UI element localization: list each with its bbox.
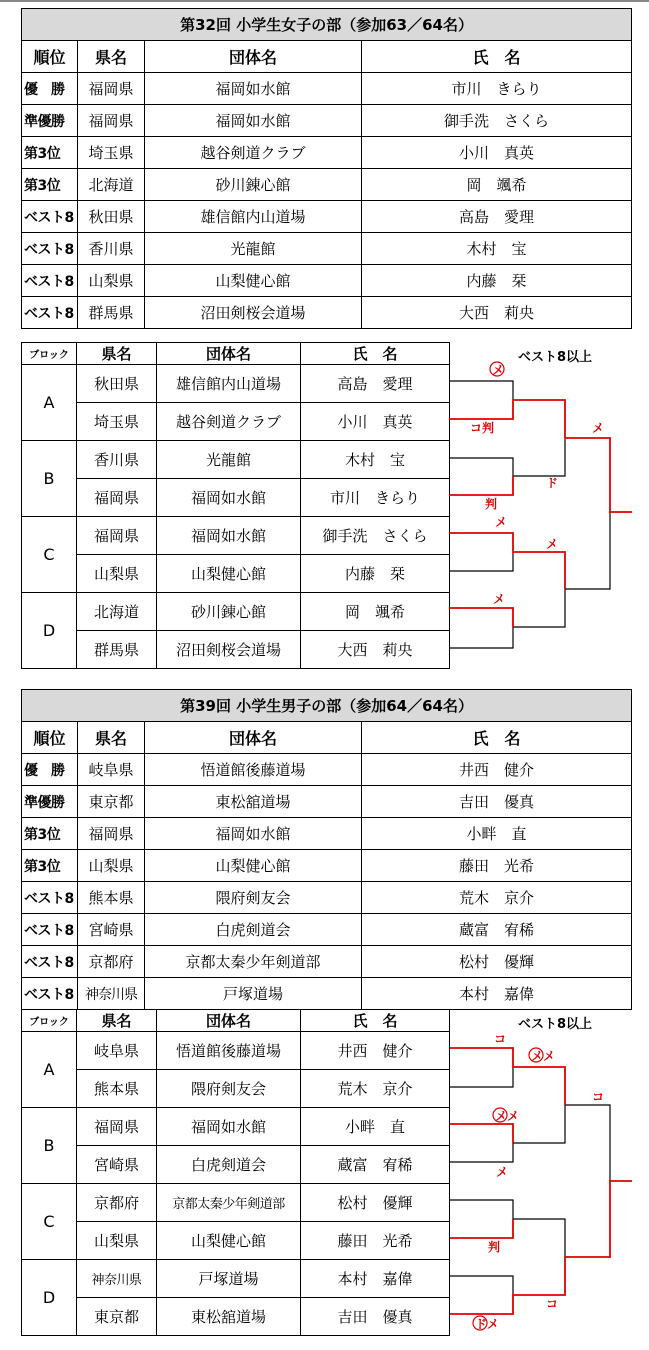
pref-cell: 福岡県 xyxy=(77,479,157,517)
pref-cell: 熊本県 xyxy=(78,882,145,914)
mark-label: メ xyxy=(495,515,508,529)
mark-label: メ xyxy=(592,421,605,435)
pref-cell: 秋田県 xyxy=(78,201,145,233)
team-cell: 京都太秦少年剣道部 xyxy=(157,1184,301,1222)
pref-cell: 福岡県 xyxy=(77,1108,157,1146)
name-cell: 岡 颯希 xyxy=(301,593,450,631)
team-cell: 悟道館後藤道場 xyxy=(157,1032,301,1070)
team-cell: 山梨健心館 xyxy=(157,555,301,593)
pref-cell: 熊本県 xyxy=(77,1070,157,1108)
header-block: ブロック xyxy=(22,1010,77,1032)
pref-cell: 京都府 xyxy=(77,1184,157,1222)
name-cell: 松村 優輝 xyxy=(301,1184,450,1222)
name-cell: 小畔 直 xyxy=(301,1108,450,1146)
table-row xyxy=(22,1070,450,1108)
name-cell: 小川 真英 xyxy=(362,137,632,169)
rank-cell: ベスト8 xyxy=(22,882,78,914)
block-label: A xyxy=(22,365,77,441)
team-cell: 白虎剣道会 xyxy=(157,1146,301,1184)
table-row xyxy=(22,882,632,914)
name-cell: 小川 真英 xyxy=(301,403,450,441)
table-row xyxy=(22,978,632,1010)
block-label: C xyxy=(22,1184,77,1260)
rank-cell: 第3位 xyxy=(22,169,78,201)
rank-cell: ベスト8 xyxy=(22,914,78,946)
block-label: D xyxy=(22,593,77,669)
name-cell: 本村 嘉偉 xyxy=(362,978,632,1010)
pref-cell: 福岡県 xyxy=(78,818,145,850)
header-pref: 県名 xyxy=(77,343,157,365)
pref-cell: 北海道 xyxy=(78,169,145,201)
team-cell: 福岡如水館 xyxy=(157,517,301,555)
header-pref: 県名 xyxy=(77,1010,157,1032)
mark-label: メ xyxy=(496,1165,509,1179)
name-cell: 小畔 直 xyxy=(362,818,632,850)
rank-cell: 第3位 xyxy=(22,137,78,169)
table-row xyxy=(22,786,632,818)
pref-cell: 福岡県 xyxy=(77,517,157,555)
rank-cell: 第3位 xyxy=(22,818,78,850)
block-label: B xyxy=(22,441,77,517)
header-name: 氏 名 xyxy=(301,343,450,365)
pref-cell: 福岡県 xyxy=(78,73,145,105)
table-row xyxy=(22,1222,450,1260)
team-cell: 東松舘道場 xyxy=(145,786,362,818)
team-cell: 福岡如水館 xyxy=(157,1108,301,1146)
rank-cell: 優 勝 xyxy=(22,754,78,786)
pref-cell: 埼玉県 xyxy=(78,137,145,169)
name-cell: 吉田 優真 xyxy=(301,1298,450,1336)
block-label: C xyxy=(22,517,77,593)
header-name: 氏 名 xyxy=(362,722,632,754)
name-cell: 蔵富 宥稀 xyxy=(301,1146,450,1184)
rank-cell: ベスト8 xyxy=(22,978,78,1010)
rank-cell: ベスト8 xyxy=(22,297,78,329)
team-cell: 光龍館 xyxy=(157,441,301,479)
mark-label: 判 xyxy=(488,1240,501,1254)
mark-label: メ xyxy=(492,363,505,377)
name-cell: 市川 きらり xyxy=(301,479,450,517)
pref-cell: 福岡県 xyxy=(78,105,145,137)
team-cell: 福岡如水館 xyxy=(145,818,362,850)
mark-label: ド xyxy=(546,476,559,490)
boys-bracket-win xyxy=(449,1048,632,1314)
header-block: ブロック xyxy=(22,343,77,365)
team-cell: 沼田剣桜会道場 xyxy=(145,297,362,329)
table-row xyxy=(22,1260,450,1298)
header-team: 団体名 xyxy=(157,1010,301,1032)
name-cell: 木村 宝 xyxy=(362,233,632,265)
team-cell: 山梨健心館 xyxy=(157,1222,301,1260)
girls-title: 第32回 小学生女子の部（参加63／64名） xyxy=(22,9,632,41)
team-cell: 沼田剣桜会道場 xyxy=(157,631,301,669)
table-row xyxy=(22,1184,450,1222)
pref-cell: 山梨県 xyxy=(78,850,145,882)
team-cell: 福岡如水館 xyxy=(157,479,301,517)
pref-cell: 群馬県 xyxy=(78,297,145,329)
team-cell: 雄信館内山道場 xyxy=(157,365,301,403)
pref-cell: 秋田県 xyxy=(77,365,157,403)
rank-cell: ベスト8 xyxy=(22,946,78,978)
pref-cell: 北海道 xyxy=(77,593,157,631)
pref-cell: 山梨県 xyxy=(78,265,145,297)
team-cell: 光龍館 xyxy=(145,233,362,265)
team-cell: 越谷剣道クラブ xyxy=(145,137,362,169)
girls-best8-label: ベスト8以上 xyxy=(518,350,593,365)
name-cell: 藤田 光希 xyxy=(362,850,632,882)
rank-cell: ベスト8 xyxy=(22,233,78,265)
pref-cell: 宮崎県 xyxy=(77,1146,157,1184)
rank-cell: ベスト8 xyxy=(22,201,78,233)
header-name: 氏 名 xyxy=(301,1010,450,1032)
boys-marks xyxy=(473,1032,604,1331)
pref-cell: 東京都 xyxy=(77,1298,157,1336)
table-row xyxy=(22,1298,450,1336)
name-cell: 荒木 京介 xyxy=(301,1070,450,1108)
rank-cell: 準優勝 xyxy=(22,786,78,818)
table-row xyxy=(22,754,632,786)
name-cell: 御手洗 さくら xyxy=(362,105,632,137)
team-cell: 京都太秦少年剣道部 xyxy=(145,946,362,978)
team-cell: 山梨健心館 xyxy=(145,265,362,297)
pref-cell: 山梨県 xyxy=(77,1222,157,1260)
name-cell: 木村 宝 xyxy=(301,441,450,479)
team-cell: 越谷剣道クラブ xyxy=(157,403,301,441)
table-row xyxy=(22,1032,450,1070)
header-pref: 県名 xyxy=(78,41,145,73)
boys-title: 第39回 小学生男子の部（参加64／64名） xyxy=(22,690,632,722)
name-cell: 吉田 優真 xyxy=(362,786,632,818)
mark-label: ドメ xyxy=(475,1317,499,1331)
name-cell: 松村 優輝 xyxy=(362,946,632,978)
rank-cell: 第3位 xyxy=(22,850,78,882)
team-cell: 福岡如水館 xyxy=(145,73,362,105)
name-cell: 藤田 光希 xyxy=(301,1222,450,1260)
pref-cell: 埼玉県 xyxy=(77,403,157,441)
name-cell: 蔵富 宥稀 xyxy=(362,914,632,946)
block-label: A xyxy=(22,1032,77,1108)
boys-best8-label: ベスト8以上 xyxy=(518,1017,593,1032)
name-cell: 大西 莉央 xyxy=(301,631,450,669)
pref-cell: 神奈川県 xyxy=(77,1260,157,1298)
pref-cell: 神奈川県 xyxy=(78,978,145,1010)
table-row xyxy=(22,1146,450,1184)
boys-block-table xyxy=(21,1009,450,1336)
name-cell: 内藤 栞 xyxy=(362,265,632,297)
mark-label: メメ xyxy=(531,1049,556,1063)
mark-label: メ xyxy=(546,537,559,551)
pref-cell: 群馬県 xyxy=(77,631,157,669)
name-cell: 井西 健介 xyxy=(362,754,632,786)
mark-label: 判 xyxy=(485,497,498,511)
boys-bracket-lose xyxy=(449,1067,610,1295)
table-row xyxy=(22,850,632,882)
rank-cell: ベスト8 xyxy=(22,265,78,297)
name-cell: 高島 愛理 xyxy=(362,201,632,233)
rank-cell: 優 勝 xyxy=(22,73,78,105)
pref-cell: 東京都 xyxy=(78,786,145,818)
team-cell: 砂川錬心館 xyxy=(145,169,362,201)
name-cell: 荒木 京介 xyxy=(362,882,632,914)
team-cell: 隈府剣友会 xyxy=(157,1070,301,1108)
table-row xyxy=(22,1108,450,1146)
header-rank: 順位 xyxy=(22,722,78,754)
header-pref: 県名 xyxy=(78,722,145,754)
pref-cell: 宮崎県 xyxy=(78,914,145,946)
team-cell: 戸塚道場 xyxy=(157,1260,301,1298)
team-cell: 隈府剣友会 xyxy=(145,882,362,914)
team-cell: 白虎剣道会 xyxy=(145,914,362,946)
team-cell: 雄信館内山道場 xyxy=(145,201,362,233)
block-label: B xyxy=(22,1108,77,1184)
name-cell: 本村 嘉偉 xyxy=(301,1260,450,1298)
pref-cell: 京都府 xyxy=(78,946,145,978)
team-cell: 悟道館後藤道場 xyxy=(145,754,362,786)
header-name: 氏 名 xyxy=(362,41,632,73)
table-row xyxy=(22,946,632,978)
name-cell: 内藤 栞 xyxy=(301,555,450,593)
pref-cell: 香川県 xyxy=(78,233,145,265)
header-team: 団体名 xyxy=(157,343,301,365)
team-cell: 福岡如水館 xyxy=(145,105,362,137)
mark-label: コ xyxy=(494,1032,507,1046)
team-cell: 戸塚道場 xyxy=(145,978,362,1010)
table-row xyxy=(22,914,632,946)
team-cell: 山梨健心館 xyxy=(145,850,362,882)
header-team: 団体名 xyxy=(145,722,362,754)
mark-label: コ xyxy=(546,1297,559,1311)
mark-label: コ判 xyxy=(470,421,495,435)
block-label: D xyxy=(22,1260,77,1336)
pref-cell: 香川県 xyxy=(77,441,157,479)
name-cell: 市川 きらり xyxy=(362,73,632,105)
rank-cell: 準優勝 xyxy=(22,105,78,137)
name-cell: 御手洗 さくら xyxy=(301,517,450,555)
boys-results-table xyxy=(21,689,632,1010)
pref-cell: 山梨県 xyxy=(77,555,157,593)
table-row xyxy=(22,818,632,850)
team-cell: 東松舘道場 xyxy=(157,1298,301,1336)
header-rank: 順位 xyxy=(22,41,78,73)
team-cell: 砂川錬心館 xyxy=(157,593,301,631)
name-cell: 高島 愛理 xyxy=(301,365,450,403)
name-cell: 大西 莉央 xyxy=(362,297,632,329)
header-team: 団体名 xyxy=(145,41,362,73)
girls-marks xyxy=(470,362,604,606)
mark-label: コ xyxy=(592,1090,605,1104)
pref-cell: 岐阜県 xyxy=(77,1032,157,1070)
pref-cell: 岐阜県 xyxy=(78,754,145,786)
name-cell: 井西 健介 xyxy=(301,1032,450,1070)
name-cell: 岡 颯希 xyxy=(362,169,632,201)
mark-label: メ xyxy=(493,592,506,606)
mark-label: メメ xyxy=(495,1109,520,1123)
